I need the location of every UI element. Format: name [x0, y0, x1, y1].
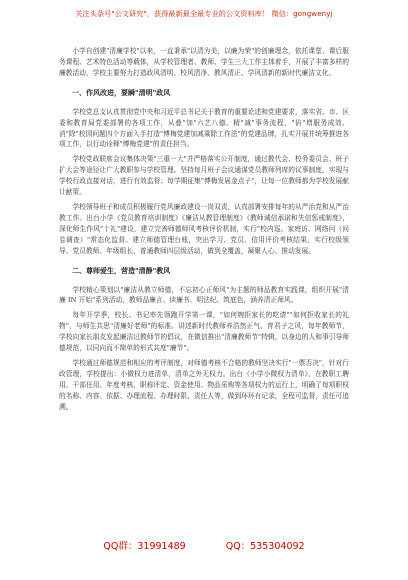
page-footer — [0, 538, 408, 558]
paragraph-4: 学校精心策划以"廉洁从教立师德，不忘初心正师风"为主题的师品教育实践课，组织开展"清廉 IN 开始"系列活动，教师品廉言、读廉书、明法纪、筑底色，涵养清正师风。 — [59, 285, 349, 305]
footer-qq-group: QQ群：31991489 — [103, 541, 186, 552]
paragraph-3: 学校领导班子和成员积极履行党风廉政建设一岗双责，认真部署安排每年的从严治党和从严治教工作。出台小学《党员教育培训制度》《廉洁从教管理制度》《教师诫信承诺和失信惩戒制度》，深化师生作风"十礼"建设，建立完善师德师风考核评价机制，实行"校内巡、家庭访、网络问（问卷调查）"常态化监督。建立师德管理台账，突出学习、党员、信用评价考核结果，实行校级领导、党员教师、年级组长、普通教师四层级活动，做到全覆盖，凝聚人心、推动发展。 — [59, 202, 349, 255]
paragraph-1: 学校党总支认真贯彻党中央和习近平总书记关于教育的重要论述和党建要求，落实省、市、区委和教育局党委部署的各项工作，从叠"加"六艺八德、精"减"事务流程、"倍"增服务成效、消"除"校园问题四个方面入手打造"博梅党建加减乘除工作法"的党建品牌，扎实开展并统筹推进各项工作，以行动诠释"博梅党建"的责任担当。 — [59, 107, 349, 149]
footer-qq: QQ：535304092 — [225, 541, 305, 552]
section-heading-1: 一、作风改进，要瞬"清明"政风 — [72, 88, 171, 97]
page-header — [0, 0, 408, 30]
header-banner-text: 关注头条号"公文研究"，获得最新最全最专业的公文资料库！ 微信：gongwenyj — [75, 9, 333, 18]
paragraph-5: 每年开学季，校长、书记率先领跑开学第一课，"如何婉拒家长的吃请""如何拒收家长的礼物"，与师生共思"清廉好老师"的标准。讲述新时代教师养浩然正气、育君子之风，每年教师节，学校向家长朋友发起廉洁过教师节的倡议，在微信推出"清廉教师节"特辑，以身边的人和事引导师德规范，以同向而不简单的形式共度"廉节"。 — [59, 311, 349, 353]
paragraph-6: 学校通过师德规范和相应的考评制度，对师德考核不合格的教师坚决实行"一票否决"，针对行政管理，学校提出：小微权力进清单，清单之外无权力。出台《小学小微权力清单》，在教职工聘用、干部任用、年度考核、职称评定、资金使用、物品采购等各项权力的运行上，明确了每项职权的名称、内容、依据、办理流程、办理时限、责任人等，做到环环有记录，全程可监督，责任可追溯。 — [59, 358, 349, 411]
paragraph-2: 学校党政联席会议集体决策"三重一大"并严格落实公开制度，通过教代会、校务委员会、班子扩大会等途径让广大教职参与学校管理。坚持每月班子会议通谋党员教师列席的议事制度，实现与学校行政直接对话，进行有效监督；每学期征集"博梅发展金点子"，让每一位教师都为学校发展献计献策。 — [59, 155, 349, 197]
section-heading-2: 二、尊师爱生，营造"清静"教风 — [72, 266, 171, 275]
document-body — [59, 46, 349, 416]
intro-paragraph: 小学自创建"清廉学校"以来，一直秉承"以清为美，以廉为荣"的创廉理念，依托课堂、课后服务课程、艺术特色活动等载体，从学校管理者、教师、学生三大工作主体着手，开展了丰富多样的廉教活动，学校主要努力打造政风清明、校风清净、教风清正、学风清新的新时代廉洁文化。 — [59, 47, 349, 77]
